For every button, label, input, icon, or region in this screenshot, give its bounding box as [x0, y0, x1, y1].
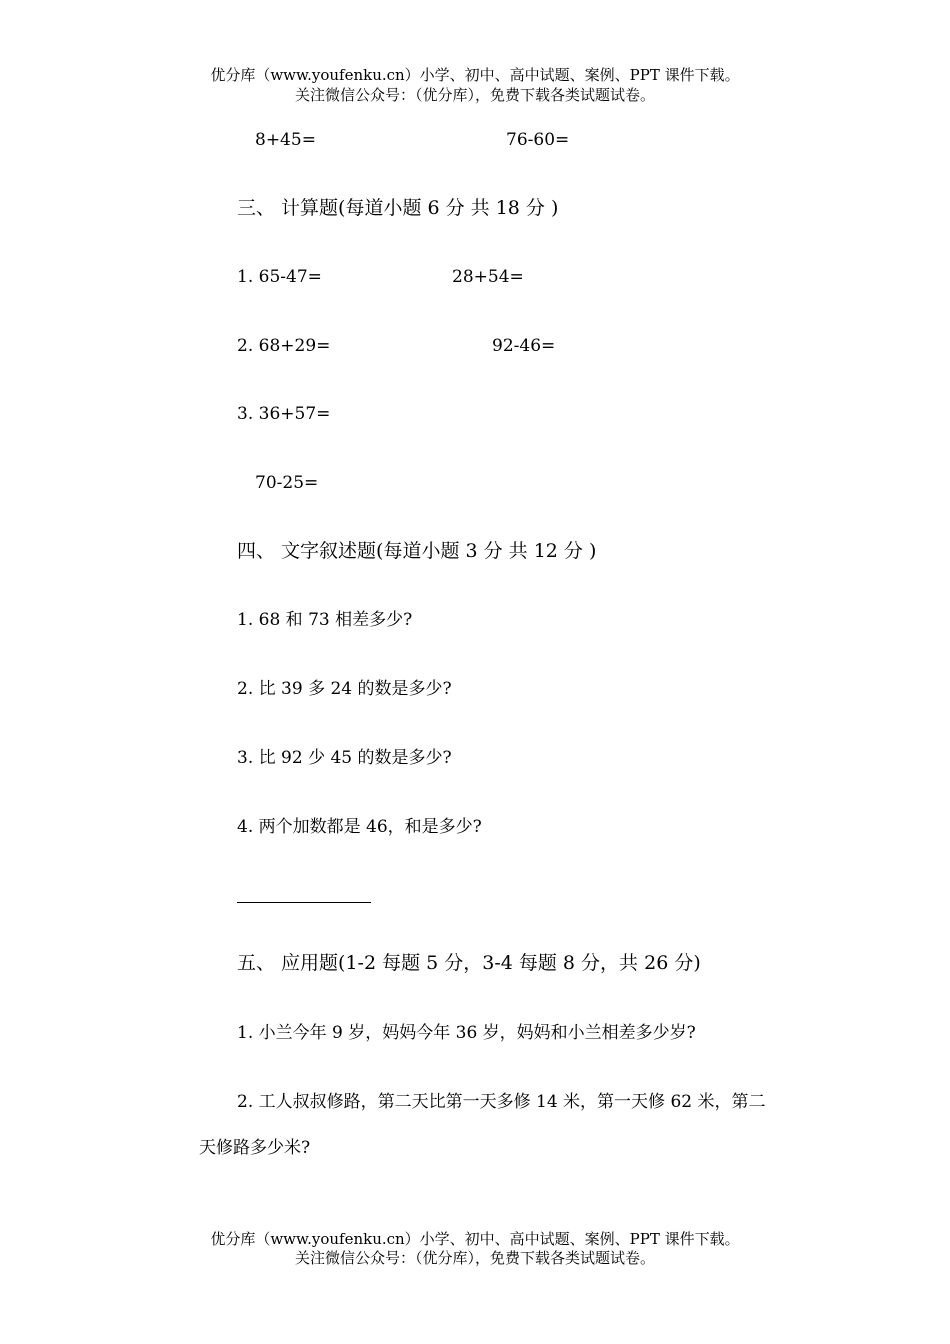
section-3-q1-left: 1. 65-47=: [237, 267, 322, 287]
section-3-q1-right: 28+54=: [452, 267, 524, 287]
section-5-title: 五、 应用题(1-2 每题 5 分，3-4 每题 8 分，共 26 分): [237, 952, 701, 974]
section-3-q3-extra: 70-25=: [255, 473, 319, 493]
section-5-q1: 1. 小兰今年 9 岁，妈妈今年 36 岁，妈妈和小兰相差多少岁?: [237, 1023, 696, 1043]
section-4-title: 四、 文字叙述题(每道小题 3 分 共 12 分 ): [237, 540, 597, 562]
section-3-q2-left: 2. 68+29=: [237, 336, 331, 356]
section-4-q2: 2. 比 39 多 24 的数是多少?: [237, 679, 452, 699]
section-5-q2-line-1: 2. 工人叔叔修路，第二天比第一天多修 14 米，第一天修 62 米，第二: [237, 1092, 766, 1112]
problem-76-minus-60: 76-60=: [506, 130, 570, 150]
section-4-q1: 1. 68 和 73 相差多少?: [237, 610, 413, 630]
section-3-title: 三、 计算题(每道小题 6 分 共 18 分 ): [237, 197, 559, 219]
header-line-2: 关注微信公众号：（优分库），免费下载各类试题试卷。: [294, 86, 655, 104]
footer-line-2: 关注微信公众号：（优分库），免费下载各类试题试卷。: [294, 1249, 655, 1267]
section-3-q2-right: 92-46=: [492, 336, 556, 356]
section-3-q3: 3. 36+57=: [237, 404, 331, 424]
divider-line: [237, 902, 371, 903]
footer-line-1: 优分库（www.youfenku.cn）小学、初中、高中试题、案例、PPT 课件下载。: [210, 1230, 740, 1248]
section-4-q3: 3. 比 92 少 45 的数是多少?: [237, 748, 452, 768]
header-line-1: 优分库（www.youfenku.cn）小学、初中、高中试题、案例、PPT 课件下载。: [210, 66, 740, 84]
section-5-q2-line-2: 天修路多少米?: [199, 1138, 311, 1158]
problem-8-plus-45: 8+45=: [255, 130, 316, 150]
section-4-q4: 4. 两个加数都是 46，和是多少?: [237, 817, 482, 837]
